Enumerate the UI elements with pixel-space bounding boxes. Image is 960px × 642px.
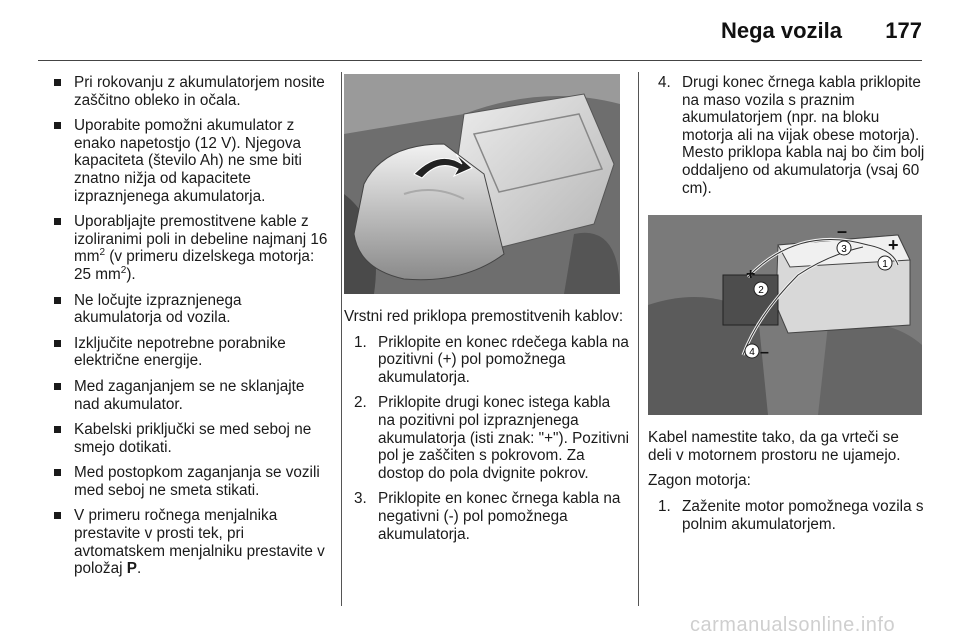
- callout-4: [745, 344, 759, 358]
- callout-3: [837, 241, 851, 255]
- bullet-item: Izključite nepotrebne porabnike električne energije.: [50, 335, 330, 370]
- plus-sign-icon: +: [746, 266, 756, 284]
- svg-text:4: 4: [749, 347, 755, 359]
- svg-text:3: 3: [841, 244, 847, 256]
- start-engine-title: Zagon motorja:: [648, 472, 751, 490]
- column-divider-right: [638, 72, 639, 606]
- svg-text:2: 2: [758, 285, 764, 297]
- numbered-step: 3. Priklopite en konec črnega kabla na negativni (-) pol pomožnega akumulatorja.: [354, 490, 621, 543]
- column-divider-left: [341, 72, 342, 606]
- svg-text:1: 1: [882, 259, 888, 271]
- bullet-square-icon: [54, 79, 61, 86]
- cable-placement-note: Kabel namestite tako, da ga vrteči se deli v motornem prostoru ne ujamejo.: [648, 429, 901, 464]
- column-3: [648, 74, 926, 541]
- bullet-item: Kabelski priključki se med seboj ne smejo dotikati.: [50, 421, 330, 456]
- bullet-item: Med postopkom zaganjanja se vozili med seboj ne smeta stikati.: [50, 464, 330, 499]
- source-watermark: carmanualsonline.info: [690, 614, 896, 636]
- page-number: 177: [885, 18, 922, 43]
- bullet-square-icon: [54, 512, 61, 519]
- callout-1: [878, 256, 892, 270]
- plus-sign-icon: +: [888, 235, 899, 256]
- jumper-cable-diagram: [648, 215, 922, 415]
- bullet-square-icon: [54, 218, 61, 225]
- bullet-square-icon: [54, 340, 61, 347]
- bullet-square-icon: [54, 122, 61, 129]
- bullet-square-icon: [54, 469, 61, 476]
- minus-sign-icon: –: [760, 344, 769, 362]
- bullet-square-icon: [54, 297, 61, 304]
- bullet-item-cable: Uporabljajte premostitvene kable z izoliranimi poli in debeline najmanj 16 $mm^2$ (v primeru dizelskega motorja: 25 $mm^2$).: [50, 213, 330, 283]
- bullet-square-icon: [54, 383, 61, 390]
- callout-2: [754, 282, 768, 296]
- numbered-step: 1. Zaženite motor pomožnega vozila s polnim akumulatorjem.: [658, 497, 924, 533]
- bullet-item: Ne ločujte izpraznjenega akumulatorja od vozila.: [50, 292, 330, 327]
- minus-sign-icon: –: [837, 221, 848, 242]
- engine-part: [818, 323, 922, 416]
- bullet-square-icon: [54, 426, 61, 433]
- bullet-item: Uporabite pomožni akumulator z enako napetostjo (12 V). Njegova kapaciteta (število Ah) ne sme biti znatno nižja od kapacitete izpraznjenega akumulatorja.: [50, 117, 330, 205]
- header-divider: [38, 60, 922, 61]
- column-1: [50, 74, 330, 586]
- bullet-item-gear: V primeru ročnega menjalnika prestavite v prosti tek, pri avtomatskem menjalniku prestavite v položaj P.: [50, 507, 330, 577]
- numbered-step: 1. Priklopite en konec rdečega kabla na pozitivni (+) pol pomožnega akumulatorja.: [354, 333, 629, 386]
- column-2: [344, 74, 630, 551]
- bullet-item: Pri rokovanju z akumulatorjem nosite zaščitno obleko in očala.: [50, 74, 330, 109]
- section-title: Nega vozila: [720, 18, 842, 43]
- numbered-step: 4. Drugi konec črnega kabla priklopite na maso vozila s praznim akumulatorjem (npr. na bloku motorja ali na vijak obese motorja). Mesto priklopa kabla naj bo čim bolj oddaljeno od akumulatorja (vsaj 60 cm).: [658, 74, 925, 197]
- connection-intro: Vrstni red priklopa premostitvenih kablov:: [344, 308, 624, 325]
- numbered-step: 2. Priklopite drugi konec istega kabla na pozitivni pol izpraznjenega akumulatorja (isti znak: "+"). Pozitivni pol je zaščiten s pokrovom. Za dostop do pola dvignite pokrov.: [354, 394, 630, 482]
- bullet-item: Med zaganjanjem se ne sklanjajte nad akumulator.: [50, 378, 330, 413]
- battery-cover-illustration: [344, 74, 620, 294]
- page-header: [0, 0, 960, 62]
